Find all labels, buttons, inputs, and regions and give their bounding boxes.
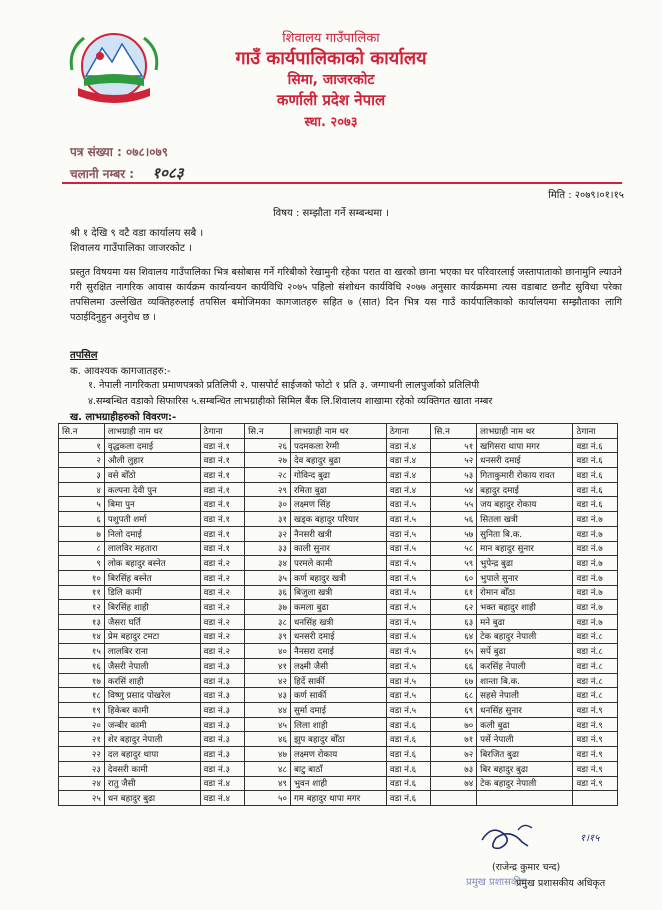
official-stamp-text: प्रमुख प्रशासकीय [466, 877, 527, 888]
chalani-label: चलानी नम्बर : [70, 167, 135, 181]
table-cell: ७० [431, 717, 477, 732]
table-cell: २ [59, 453, 105, 468]
documents-line-1: १. नेपाली नागरिकता प्रमाणपत्रको प्रतिलिपी २. पासपोर्ट साईजको फोटो १ प्रति ३. जग्गाधनी लालपुर्जाको प्रतिलिपी [88, 380, 480, 391]
letter-subject: विषय : सम्झौता गर्ने सम्बन्धमा । [273, 208, 389, 219]
table-cell: लक्ष्मी जैसी [290, 659, 386, 674]
table-cell: बिमा पुन [104, 497, 200, 512]
table-cell: वडा नं.५ [386, 629, 430, 644]
table-cell: वडा नं.५ [386, 497, 430, 512]
patra-sankhya [70, 143, 168, 160]
table-cell: प्रेम बहादुर टमटा [104, 629, 200, 644]
table-cell: खड्क बहादुर परियार [290, 512, 386, 527]
table-cell: वडा नं.७ [573, 556, 618, 571]
table-cell: धनसिंह खत्री [290, 614, 386, 629]
table-cell: वडा नं.९ [573, 761, 618, 776]
table-header-cell: ठेगाना [573, 424, 618, 439]
table-cell: वडा नं.७ [573, 614, 618, 629]
table-cell: ३७ [245, 600, 291, 615]
table-cell: वडा नं.६ [573, 453, 618, 468]
table-cell: रातु जैसी [104, 776, 200, 791]
header-office-title: गाउँ कार्यपालिकाको कार्यालय [235, 48, 427, 69]
header-line-1: शिवालय गाउँपालिका [282, 31, 380, 46]
table-header-cell: लाभग्राही नाम थर [290, 424, 386, 439]
table-header-cell: सि.न [59, 424, 105, 439]
table-cell: वडा नं.४ [200, 776, 244, 791]
table-cell: १० [59, 570, 105, 585]
table-cell: सुर्मा दमाई [290, 703, 386, 718]
table-cell: ३ [59, 468, 105, 483]
table-cell: धनसरी दमाई [477, 453, 573, 468]
table-cell: ३२ [245, 526, 291, 541]
table-cell: ५३ [431, 468, 477, 483]
table-cell: खगिसरा थापा मगर [477, 438, 573, 453]
table-cell: ४६ [245, 732, 291, 747]
table-cell: भुपेन्द्र बुढा [477, 556, 573, 571]
table-cell: ३८ [245, 614, 291, 629]
patra-label: पत्र संख्या : [70, 145, 122, 159]
table-row [59, 791, 618, 806]
table-cell: वडा नं.३ [200, 761, 244, 776]
table-cell: १९ [59, 703, 105, 718]
table-cell: धनसरी दमाई [290, 629, 386, 644]
table-cell: वडा नं.३ [200, 747, 244, 762]
table-row [59, 570, 618, 585]
table-cell: जैसरी नेपाली [104, 659, 200, 674]
table-cell: वडा नं.४ [386, 453, 430, 468]
table-cell: ५६ [431, 512, 477, 527]
table-cell: हिर्दे सार्की [290, 673, 386, 688]
table-cell: २८ [245, 468, 291, 483]
table-cell: वडा नं.१ [200, 482, 244, 497]
table-cell: वडा नं.६ [573, 438, 618, 453]
table-cell: ६८ [431, 688, 477, 703]
header-province: कर्णाली प्रदेश नेपाल [276, 91, 386, 109]
table-cell: वडा नं.८ [573, 673, 618, 688]
table-row [59, 776, 618, 791]
table-cell: कल्पना देवी पुन [104, 482, 200, 497]
table-cell: वडा नं.९ [573, 732, 618, 747]
table-cell: ७३ [431, 761, 477, 776]
table-cell: वडा नं.२ [200, 614, 244, 629]
table-cell: कर्ण बहादुर खत्री [290, 570, 386, 585]
table-cell: भुवन शाही [290, 776, 386, 791]
table-cell: १८ [59, 688, 105, 703]
beneficiary-heading: ख. लाभग्राहीहरुको विवरण:- [70, 412, 177, 423]
table-cell: रमिता बुढा [290, 482, 386, 497]
chalani-value: १०८३ [152, 164, 184, 182]
table-cell: वडा नं.४ [200, 791, 244, 806]
table-row [59, 585, 618, 600]
table-header-cell: लाभग्राही नाम थर [477, 424, 573, 439]
table-cell: ६१ [431, 585, 477, 600]
table-cell: वडा नं.५ [386, 659, 430, 674]
table-cell: परमले कामी [290, 556, 386, 571]
table-cell: ७१ [431, 732, 477, 747]
table-cell: ६० [431, 570, 477, 585]
table-cell: १६ [59, 659, 105, 674]
table-cell: १४ [59, 629, 105, 644]
table-cell: मान बहादुर सुनार [477, 541, 573, 556]
table-cell: ६७ [431, 673, 477, 688]
table-cell: वडा नं.५ [386, 526, 430, 541]
table-cell: ६६ [431, 659, 477, 674]
table-cell: वडा नं.९ [573, 703, 618, 718]
table-cell: झुप बहादुर बोँठा [290, 732, 386, 747]
table-cell: करसिंह नेपाली [477, 659, 573, 674]
table-cell: लिला शाही [290, 717, 386, 732]
table-cell: वडा नं.५ [386, 644, 430, 659]
header-established: स्था. २०७३ [304, 115, 358, 130]
table-cell: २५ [59, 791, 105, 806]
table-row [59, 468, 618, 483]
table-cell: गोविन्द बुढा [290, 468, 386, 483]
table-cell: १ [59, 438, 105, 453]
table-cell: ६३ [431, 614, 477, 629]
table-cell: वडा नं.१ [200, 453, 244, 468]
table-row [59, 747, 618, 762]
table-row [59, 717, 618, 732]
table-cell: वडा नं.२ [200, 570, 244, 585]
header-divider [62, 182, 622, 184]
table-cell: ४७ [245, 747, 291, 762]
table-cell: धन बहादुर बुढा [104, 791, 200, 806]
table-cell: वडा नं.२ [200, 600, 244, 615]
table-cell: वडा नं.५ [386, 541, 430, 556]
table-cell: लालविर महतारा [104, 541, 200, 556]
table-cell: टेक बहादुर नेपाली [477, 629, 573, 644]
table-cell: लालबिर राना [104, 644, 200, 659]
table-cell: ४४ [245, 703, 291, 718]
table-cell: मने बुढा [477, 614, 573, 629]
addressee-line-1: श्री १ देखि ९ वटै वडा कार्यालय सबै । [70, 228, 204, 239]
table-cell: ८ [59, 541, 105, 556]
documents-line-2: ४.सम्बन्धित वडाको सिफारिस ५.सम्बन्धित लाभग्राहीको सिमिल बैंक लि.शिवालय शाखामा रहेको व्यक्तिगत खाता नम्बर [88, 396, 493, 407]
table-header-cell: ठेगाना [386, 424, 430, 439]
table-cell: भुपाले सुनार [477, 570, 573, 585]
table-cell: वडा नं.१ [200, 468, 244, 483]
table-cell: वडा नं.१ [200, 438, 244, 453]
addressee-line-2: शिवालय गाउँपालिका जाजरकोट । [70, 243, 192, 254]
table-cell: वडा नं.५ [386, 688, 430, 703]
table-cell: ७२ [431, 747, 477, 762]
table-cell: वडा नं.५ [386, 673, 430, 688]
table-cell: नैनसरा दमाई [290, 644, 386, 659]
table-cell: गम बहादुर थापा मगर [290, 791, 386, 806]
table-cell: १५ [59, 644, 105, 659]
table-cell: कली बुढा [477, 717, 573, 732]
table-cell: बिजुला खत्री [290, 585, 386, 600]
table-row [59, 732, 618, 747]
table-cell: वडा नं.५ [386, 556, 430, 571]
letter-date: मिति : २०७९।०१।१५ [548, 190, 624, 201]
patra-value: ०७८।०७९ [125, 145, 168, 159]
table-cell: वडा नं.६ [386, 747, 430, 762]
table-cell: कमला बुढा [290, 600, 386, 615]
table-cell: ३० [245, 497, 291, 512]
table-cell: डिलि कामी [104, 585, 200, 600]
table-cell: वडा नं.१ [200, 512, 244, 527]
table-cell: २० [59, 717, 105, 732]
table-cell: वडा नं.८ [573, 644, 618, 659]
table-cell: १७ [59, 673, 105, 688]
table-row [59, 453, 618, 468]
table-row [59, 526, 618, 541]
signature-date: १।१५ [580, 833, 600, 844]
table-cell: २२ [59, 747, 105, 762]
table-cell: २६ [245, 438, 291, 453]
table-cell: वडा नं.७ [573, 600, 618, 615]
table-cell: वडा नं.१ [200, 526, 244, 541]
table-cell: ५ [59, 497, 105, 512]
table-cell: लक्ष्मण सिंह [290, 497, 386, 512]
table-cell: नैनसरी खत्री [290, 526, 386, 541]
table-cell: २४ [59, 776, 105, 791]
table-cell: १३ [59, 614, 105, 629]
table-cell: करसिं शाही [104, 673, 200, 688]
table-row [59, 703, 618, 718]
table-cell: देवसरी कामी [104, 761, 200, 776]
table-cell: बिरसिंह शाही [104, 600, 200, 615]
table-row [59, 688, 618, 703]
table-cell: ६२ [431, 600, 477, 615]
table-cell: ५८ [431, 541, 477, 556]
table-cell: वडा नं.२ [200, 585, 244, 600]
table-header-cell: सि.न [245, 424, 291, 439]
table-cell: ३५ [245, 570, 291, 585]
table-cell: जन्बीर कामी [104, 717, 200, 732]
table-cell: भक्त बहादुर शाही [477, 600, 573, 615]
table-cell: कर्ण सार्की [290, 688, 386, 703]
table-cell: वडा नं.५ [386, 585, 430, 600]
table-cell: वडा नं.२ [200, 556, 244, 571]
table-cell: शेर बहादुर नेपाली [104, 732, 200, 747]
table-cell: ५५ [431, 497, 477, 512]
table-cell [573, 791, 618, 806]
letter-body: प्रस्तुत विषयमा यस शिवालय गाउँपालिका भित्र बसोबास गर्ने गरिबीको रेखामुनी रहेका परात वा खरको छाना भएका घर परिवारलाई जस्तापाताको छानामुनि ल्याउने गरी सुरक्षित नागरिक आवास कार्यक्रम कार्यान्वयन कार्यविधि २०७५ पहिलो संशोधन कार्यविधि २०७७ अनुसार कार्यक्रममा त्यस वडाबाट छनौट सुविधा परेका तपसिलमा उल्लेखित व्यक्तिहरुलाई तपसिल बमोजिमका कागजातहरु सहित ७ (सात) दिन भित्र यस गाउँ कार्यपालिकाको कार्यालयमा सम्झौताका लागि पठाईदिनुहुन अनुरोध छ । [70, 267, 622, 323]
table-cell: वडा नं.४ [386, 482, 430, 497]
table-cell: वडा नं.२ [200, 644, 244, 659]
table-cell: ४३ [245, 688, 291, 703]
table-cell: दल बहादुर थापा [104, 747, 200, 762]
table-cell: औली लुहार [104, 453, 200, 468]
table-cell: बिरसिंह बस्नेत [104, 570, 200, 585]
table-cell: वसे बोँठो [104, 468, 200, 483]
table-cell: वडा नं.८ [573, 659, 618, 674]
table-cell: वडा नं.९ [573, 776, 618, 791]
documents-heading: क. आवश्यक कागजातहरु:- [70, 366, 171, 377]
table-cell: २९ [245, 482, 291, 497]
table-cell: वडा नं.६ [386, 717, 430, 732]
table-cell: वडा नं.५ [386, 703, 430, 718]
table-cell: ६४ [431, 629, 477, 644]
table-cell: विष्णु प्रसाद पोखरेल [104, 688, 200, 703]
table-cell: ६ [59, 512, 105, 527]
table-cell: ७४ [431, 776, 477, 791]
table-cell: २७ [245, 453, 291, 468]
table-cell: ६५ [431, 644, 477, 659]
table-header-cell: सि.न [431, 424, 477, 439]
table-cell: बाटु बाठाँ [290, 761, 386, 776]
table-cell: हिकेबर कामी [104, 703, 200, 718]
table-cell: वडा नं.३ [200, 688, 244, 703]
table-cell: वडा नं.६ [573, 497, 618, 512]
table-cell: वडा नं.३ [200, 673, 244, 688]
table-cell: ५४ [431, 482, 477, 497]
table-cell: वृद्धकला दमाई [104, 438, 200, 453]
table-cell: वडा नं.१ [200, 497, 244, 512]
table-cell: वडा नं.१ [200, 541, 244, 556]
table-cell: सुनिता बि.क. [477, 526, 573, 541]
table-row [59, 497, 618, 512]
table-cell: पदमकला रेग्मी [290, 438, 386, 453]
table-cell: पर्से नेपाली [477, 732, 573, 747]
table-row [59, 556, 618, 571]
tapsil-heading: तपसिल [70, 350, 98, 361]
table-cell: ४ [59, 482, 105, 497]
table-cell: बहादुर दमाई [477, 482, 573, 497]
table-cell: ४१ [245, 659, 291, 674]
table-cell: ४२ [245, 673, 291, 688]
table-cell: ४५ [245, 717, 291, 732]
table-cell: वडा नं.६ [573, 468, 618, 483]
table-row [59, 512, 618, 527]
table-row [59, 659, 618, 674]
table-cell: वडा नं.८ [573, 688, 618, 703]
table-cell [431, 791, 477, 806]
table-row [59, 438, 618, 453]
table-cell: ९ [59, 556, 105, 571]
table-cell: वडा नं.३ [200, 717, 244, 732]
table-row [59, 673, 618, 688]
table-cell: देव बहादुर बुढा [290, 453, 386, 468]
table-cell: ३१ [245, 512, 291, 527]
table-cell: काली सुनार [290, 541, 386, 556]
table-row [59, 614, 618, 629]
table-cell: सहसे नेपाली [477, 688, 573, 703]
table-cell: सितला खत्री [477, 512, 573, 527]
table-cell: गिताकुमारी रोकाय रावत [477, 468, 573, 483]
table-cell: ७ [59, 526, 105, 541]
table-cell: वडा नं.६ [386, 761, 430, 776]
beneficiary-table [58, 423, 618, 806]
table-row [59, 644, 618, 659]
table-cell: ३४ [245, 556, 291, 571]
table-cell: ५९ [431, 556, 477, 571]
table-cell: वडा नं.६ [386, 776, 430, 791]
table-cell: वडा नं.५ [386, 600, 430, 615]
table-cell: २३ [59, 761, 105, 776]
table-cell: जैसरा घर्ति [104, 614, 200, 629]
table-cell: ५१ [431, 438, 477, 453]
table-cell: वडा नं.३ [200, 703, 244, 718]
table-row [59, 761, 618, 776]
table-cell: वडा नं.६ [573, 482, 618, 497]
table-cell: निलो दमाई [104, 526, 200, 541]
table-cell: वडा नं.५ [386, 570, 430, 585]
table-cell: ५० [245, 791, 291, 806]
table-cell: १२ [59, 600, 105, 615]
table-cell: ५२ [431, 453, 477, 468]
table-cell: ३३ [245, 541, 291, 556]
table-cell: बिर बहादुर बुढा [477, 761, 573, 776]
table-cell: ११ [59, 585, 105, 600]
table-cell: वडा नं.५ [386, 614, 430, 629]
table-cell: जय बहादुर रोकाय [477, 497, 573, 512]
table-row [59, 629, 618, 644]
table-row [59, 600, 618, 615]
table-cell: ४८ [245, 761, 291, 776]
table-cell: ३६ [245, 585, 291, 600]
table-header-cell: लाभग्राही नाम थर [104, 424, 200, 439]
table-cell: पशुपती शर्मा [104, 512, 200, 527]
table-cell: टेक बहादुर नेपाली [477, 776, 573, 791]
table-cell: वडा नं.३ [200, 659, 244, 674]
table-cell: सर्पे बुढा [477, 644, 573, 659]
table-cell: लोक बहादुर बस्नेत [104, 556, 200, 571]
table-cell: २१ [59, 732, 105, 747]
table-cell: ६९ [431, 703, 477, 718]
table-cell: वडा नं.७ [573, 570, 618, 585]
table-cell: वडा नं.८ [573, 629, 618, 644]
header-location: सिमा, जाजरकोट [287, 72, 375, 88]
table-cell: वडा नं.३ [200, 732, 244, 747]
table-row [59, 482, 618, 497]
table-cell: वडा नं.७ [573, 512, 618, 527]
table-cell: वडा नं.७ [573, 585, 618, 600]
table-cell: शान्ता बि.क. [477, 673, 573, 688]
table-header-cell: ठेगाना [200, 424, 244, 439]
signer-name: (राजेन्द्र कुमार चन्द) [492, 862, 561, 873]
chalani-number [70, 163, 184, 183]
table-cell: ४९ [245, 776, 291, 791]
table-cell: वडा नं.४ [386, 468, 430, 483]
table-cell: वडा नं.७ [573, 526, 618, 541]
table-cell: वडा नं.९ [573, 747, 618, 762]
table-cell: वडा नं.६ [386, 732, 430, 747]
table-cell: वडा नं.७ [573, 541, 618, 556]
table-row [59, 541, 618, 556]
table-cell: वडा नं.६ [386, 791, 430, 806]
table-header-row [59, 424, 618, 439]
table-cell: वडा नं.९ [573, 717, 618, 732]
table-cell: ३९ [245, 629, 291, 644]
table-cell: वडा नं.२ [200, 629, 244, 644]
table-cell: ५७ [431, 526, 477, 541]
table-cell: लक्ष्मण रोकाय [290, 747, 386, 762]
table-cell [477, 791, 573, 806]
table-cell: बिरजित बुढा [477, 747, 573, 762]
signer-position: प्रमुख प्रशासकीय अधिकृत [516, 878, 606, 889]
table-cell: रोमान बोँठा [477, 585, 573, 600]
table-cell: वडा नं.४ [386, 438, 430, 453]
table-cell: ४० [245, 644, 291, 659]
table-cell: धनसिंह सुनार [477, 703, 573, 718]
table-cell: वडा नं.५ [386, 512, 430, 527]
